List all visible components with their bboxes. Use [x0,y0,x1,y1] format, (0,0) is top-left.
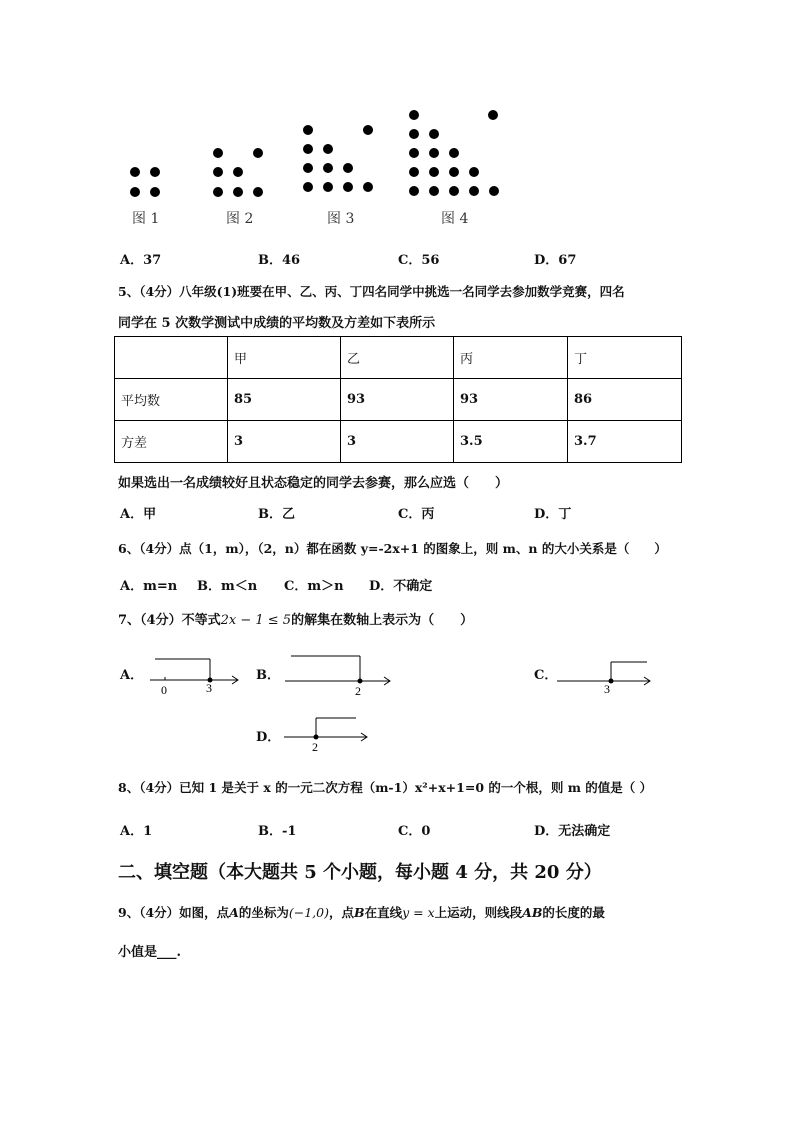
q6-option-d: D．不确定 [369,579,433,594]
dot [449,186,459,196]
q4-option-c: C．56 [398,253,440,268]
dot [323,182,333,192]
dot [213,167,223,177]
dot [323,144,333,154]
q5-option-a: A．甲 [120,507,157,522]
q5-text-line2: 同学在 5 次数学测试中成绩的平均数及方差如下表所示 [118,316,436,331]
table-cell: 方差 [115,421,228,463]
dot [343,163,353,173]
number-line-a [150,652,245,697]
table-cell [115,337,228,379]
table-cell: 85 [228,379,341,421]
q7-text: 7、（4分）不等式2x − 1 ≤ 5的解集在数轴上表示为（ ） [118,613,474,628]
number-line-c [557,656,657,696]
dot [303,182,313,192]
q8-option-c: C．0 [398,824,431,839]
table-cell: 丁 [568,337,682,379]
dot [429,167,439,177]
q7-option-c-letter: C． [534,668,558,683]
q6-text: 6、（4分）点（1，m），（2，n）都在函数 y=-2x+1 的图象上，则 m、n 的大小关系是（ ） [118,541,667,556]
table-cell: 平均数 [115,379,228,421]
q5-option-d: D．丁 [534,507,572,522]
figure-caption-4: 图 4 [441,211,469,227]
inequality-math: 2x − 1 ≤ 5 [220,613,292,628]
q7-option-d-letter: D． [256,730,281,745]
figure-caption-1: 图 1 [132,211,160,227]
dot [233,167,243,177]
tick-label: 3 [206,681,212,695]
q4-option-d: D．67 [534,253,577,268]
dot [130,187,140,197]
table-row [115,421,682,463]
section-heading-fill-in: 二、填空题（本大题共 5 个小题，每小题 4 分，共 20 分） [118,862,602,883]
q9-text-line1: 9、（4分）如图，点A的坐标为(−1,0)，点B在直线y = x上运动，则线段AB的长度的最 [118,905,605,920]
figure-caption-2: 图 2 [226,211,254,227]
dot [213,148,223,158]
q5-option-c: C．丙 [398,507,435,522]
table-cell: 3.5 [454,421,568,463]
dot [429,148,439,158]
table-cell: 86 [568,379,682,421]
q6-option-b: B．m＜n [197,579,258,594]
dot [303,144,313,154]
dot [449,148,459,158]
q7-option-a-letter: A． [120,668,144,683]
dot [429,186,439,196]
dot [409,167,419,177]
tick-label: 3 [604,682,610,696]
q5-text-line1: 5、（4分）八年级(1)班要在甲、乙、丙、丁四名同学中挑选一名同学去参加数学竞赛，四名 [118,284,625,299]
table-cell: 乙 [341,337,454,379]
table-cell: 93 [341,379,454,421]
dot [488,110,498,120]
dot [323,163,333,173]
score-table [114,336,682,463]
dot [150,187,160,197]
table-cell: 93 [454,379,568,421]
dot [469,167,479,177]
table-row [115,379,682,421]
dot [409,110,419,120]
dot [409,129,419,139]
dot [253,148,263,158]
number-line-d [284,712,374,754]
table-cell: 3 [341,421,454,463]
table-cell: 甲 [228,337,341,379]
table-cell: 3 [228,421,341,463]
q7-option-b-letter: B． [256,668,280,683]
dot [213,187,223,197]
q4-option-a: A．37 [120,253,162,268]
number-line-b [285,650,397,698]
dot [363,125,373,135]
tick-label: 2 [312,740,318,754]
dot [449,167,459,177]
q4-option-b: B．46 [258,253,301,268]
dot [469,186,479,196]
dot [303,163,313,173]
tick-label: 0 [161,683,167,697]
q8-text: 8、（4分）已知 1 是关于 x 的一元二次方程（m-1）x²+x+1=0 的一个根，则 m 的值是（ ） [118,780,653,795]
dot [343,182,353,192]
dot [409,148,419,158]
dot [429,129,439,139]
figure-caption-3: 图 3 [327,211,355,227]
dot [489,186,499,196]
table-cell: 3.7 [568,421,682,463]
q6-option-c: C．m＞n [284,579,344,594]
q6-option-a: A．m=n [120,579,178,594]
table-cell: 丙 [454,337,568,379]
dot [253,187,263,197]
dot [409,186,419,196]
tick-label: 2 [355,684,361,698]
q5-after-table: 如果选出一名成绩较好且状态稳定的同学去参赛，那么应选（ ） [118,476,509,491]
q8-option-a: A．1 [120,824,153,839]
q5-option-b: B．乙 [258,507,296,522]
q8-option-b: B．-1 [258,824,297,839]
dot [150,167,160,177]
q8-option-d: D．无法确定 [534,824,611,839]
table-header-row [115,337,682,379]
dot [233,187,243,197]
dot [303,125,313,135]
q9-text-line2: 小值是___. [118,945,182,960]
dot [363,182,373,192]
dot [130,167,140,177]
